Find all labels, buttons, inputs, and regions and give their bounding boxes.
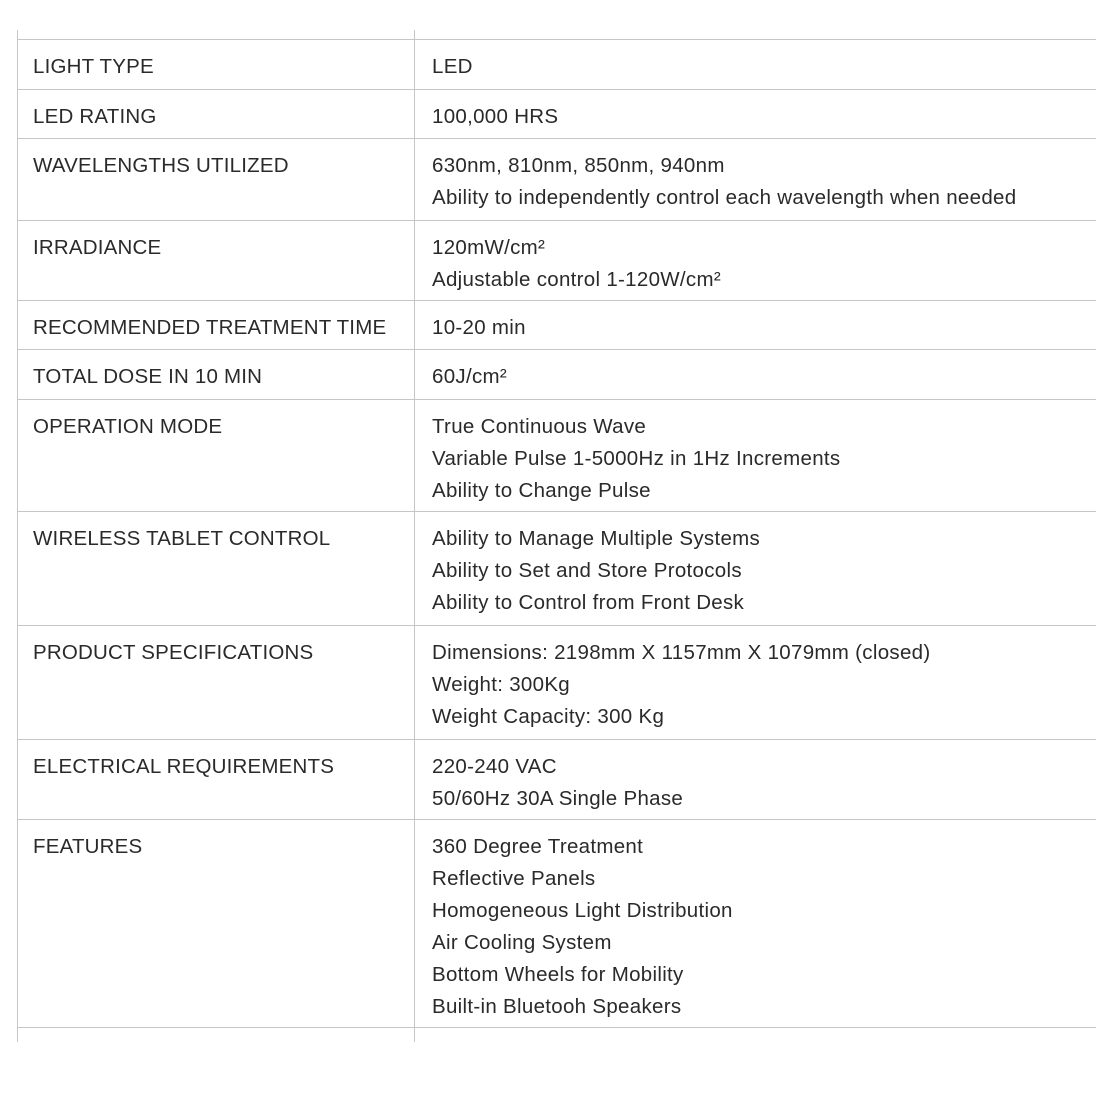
spec-label: FEATURES xyxy=(33,835,143,858)
table-row xyxy=(17,300,1096,350)
spec-value: Reflective Panels xyxy=(432,867,596,890)
spec-value: Bottom Wheels for Mobility xyxy=(432,963,684,986)
spec-value: Air Cooling System xyxy=(432,931,612,954)
spec-values xyxy=(432,523,760,619)
table-row xyxy=(17,511,1096,626)
spec-value: 10-20 min xyxy=(432,316,526,339)
spec-value: 100,000 HRS xyxy=(432,105,559,128)
table-row xyxy=(17,220,1096,301)
spec-table xyxy=(17,0,1096,1042)
spec-value: Adjustable control 1-120W/cm² xyxy=(432,268,721,291)
spec-values xyxy=(432,312,526,344)
spec-value: 120mW/cm² xyxy=(432,236,546,259)
table-row xyxy=(17,739,1096,820)
table-row xyxy=(17,349,1096,400)
spec-value: Ability to Manage Multiple Systems xyxy=(432,527,761,550)
table-row xyxy=(17,138,1096,221)
table-row xyxy=(17,89,1096,139)
spec-label: OPERATION MODE xyxy=(33,415,223,438)
spec-values xyxy=(432,411,840,507)
table-row xyxy=(17,819,1096,1028)
spec-values xyxy=(432,751,683,815)
spec-value: Ability to Change Pulse xyxy=(432,479,651,502)
spec-value: Weight: 300Kg xyxy=(432,673,571,696)
spec-values xyxy=(432,150,1016,214)
spec-values xyxy=(432,361,507,393)
spec-label: IRRADIANCE xyxy=(33,236,162,259)
spec-value: 630nm, 810nm, 850nm, 940nm xyxy=(432,154,725,177)
spec-label: RECOMMENDED TREATMENT TIME xyxy=(33,316,387,339)
spec-values xyxy=(432,637,930,733)
spec-value: Weight Capacity: 300 Kg xyxy=(432,705,665,728)
spec-label: WAVELENGTHS UTILIZED xyxy=(33,154,289,177)
spec-values xyxy=(432,831,733,1023)
spec-values xyxy=(432,232,721,296)
spec-label: ELECTRICAL REQUIREMENTS xyxy=(33,755,335,778)
spec-value: Built-in Bluetooh Speakers xyxy=(432,995,682,1018)
spec-value: True Continuous Wave xyxy=(432,415,647,438)
spec-value: 220-240 VAC xyxy=(432,755,557,778)
spec-values xyxy=(432,101,558,133)
spec-label: PRODUCT SPECIFICATIONS xyxy=(33,641,314,664)
spec-value: Ability to Control from Front Desk xyxy=(432,591,745,614)
table-row xyxy=(17,399,1096,512)
spec-value: Ability to Set and Store Protocols xyxy=(432,559,742,582)
table-row-clipped xyxy=(17,1027,1096,1042)
spec-label: LED RATING xyxy=(33,105,157,128)
spec-value: 50/60Hz 30A Single Phase xyxy=(432,787,684,810)
spec-values xyxy=(432,51,473,83)
spec-value: LED xyxy=(432,55,473,78)
spec-value: Ability to independently control each wavelength when needed xyxy=(432,186,1017,209)
spec-label: LIGHT TYPE xyxy=(33,55,154,78)
table-row xyxy=(17,625,1096,740)
spec-value: 360 Degree Treatment xyxy=(432,835,644,858)
spec-value: Dimensions: 2198mm X 1157mm X 1079mm (closed) xyxy=(432,641,931,664)
spec-label: TOTAL DOSE IN 10 MIN xyxy=(33,365,263,388)
table-row xyxy=(17,39,1096,90)
spec-label: WIRELESS TABLET CONTROL xyxy=(33,527,331,550)
spec-value: 60J/cm² xyxy=(432,365,508,388)
spec-value: Homogeneous Light Distribution xyxy=(432,899,733,922)
spec-value: Variable Pulse 1-5000Hz in 1Hz Increments xyxy=(432,447,841,470)
